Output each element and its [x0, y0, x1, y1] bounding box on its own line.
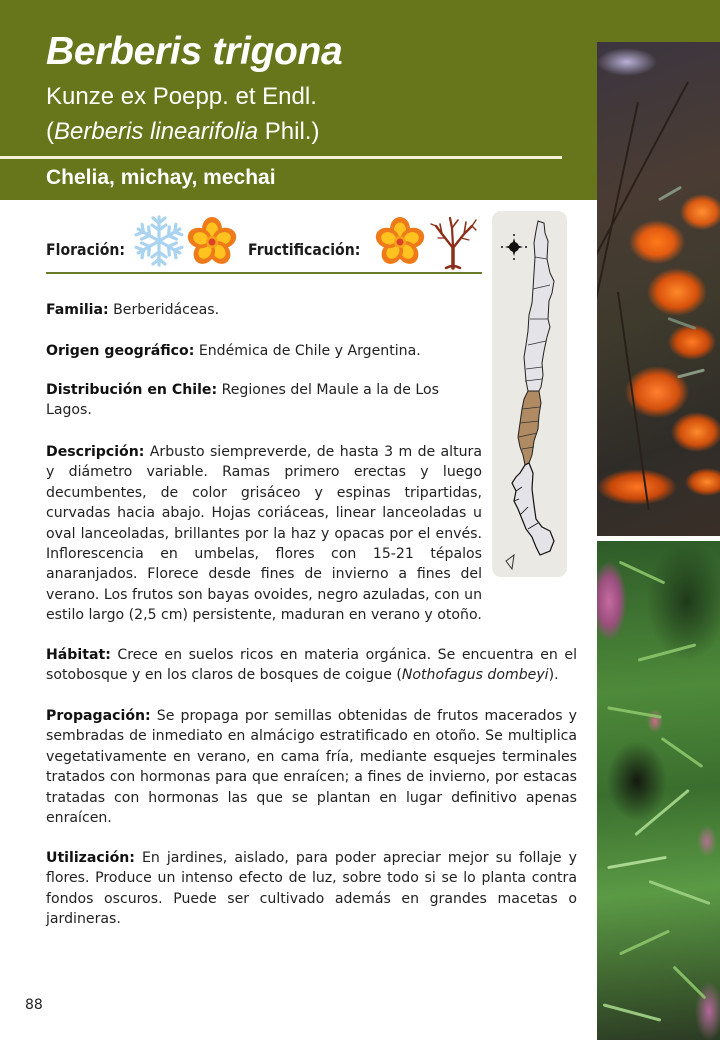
bare-tree-icon	[428, 214, 478, 270]
distribucion-label: Distribución en Chile:	[46, 382, 218, 398]
compass-icon	[501, 234, 527, 260]
habitat-species: Nothofagus dombeyi	[401, 667, 549, 684]
section-utilizacion	[46, 848, 577, 930]
header-extension	[597, 0, 720, 42]
phenology-row	[46, 214, 482, 274]
flower-icon	[186, 215, 238, 269]
origen-label: Origen geográfico:	[46, 343, 195, 359]
snowflake-icon	[132, 214, 186, 268]
section-habitat: Hábitat: Crece en suelos ricos en materia orgánica. Se encuentra en el sotobosque y en los claros de bosques de coigue (Nothofagus dombeyi).	[46, 647, 577, 684]
species-title: Berberis trigona	[46, 30, 343, 73]
section-distribucion	[46, 380, 456, 421]
familia-text: Berberidáceas.	[108, 302, 220, 318]
descripcion-label: Descripción:	[46, 444, 145, 460]
fruiting-label: Fructificación:	[248, 240, 361, 259]
distribucion-text: Regiones del Maule a la de Los Lagos.	[46, 382, 439, 419]
habitat-label: Hábitat:	[46, 647, 111, 663]
section-origen	[46, 341, 482, 361]
utilizacion-label: Utilización:	[46, 850, 135, 866]
photo-flowers	[597, 42, 720, 536]
propagacion-text: Se propaga por semillas obtenidas de frutos macerados y sembradas de inmediato en almácigo estratificado en otoño. Se multiplica vegetativamente en verano, en cama fría, mediante esquejes terminales tratados con hormonas para que enraícen; a fines de invierno, por estacas tratadas con hormonas las que se plantan en lugar definitivo apenas enraícen.	[46, 708, 577, 827]
section-familia	[46, 300, 482, 320]
flower-icon	[374, 215, 426, 269]
header-divider	[0, 156, 562, 159]
chile-map	[492, 211, 567, 577]
synonym-name: Berberis linearifolia	[54, 118, 259, 145]
species-synonym: (Berberis linearifolia Phil.)	[46, 118, 320, 145]
origen-text: Endémica de Chile y Argentina.	[194, 343, 421, 359]
section-propagacion	[46, 706, 577, 828]
common-names: Chelia, michay, mechai	[46, 166, 276, 189]
familia-label: Familia:	[46, 302, 109, 318]
species-header	[0, 0, 597, 200]
page-number: 88	[25, 997, 43, 1013]
section-descripcion	[46, 442, 482, 626]
utilizacion-text: En jardines, aislado, para poder apreciar mejor su follaje y flores. Produce un intenso efecto de luz, sobre todo si se lo planta contra fondos oscuros. Puede ser cultivado además en grandes macetas o jardineras.	[46, 850, 577, 928]
descripcion-text: Arbusto siempreverde, de hasta 3 m de altura y diámetro variable. Ramas primero erectas y luego decumbentes, de color grisáceo y espinas tripartidas, curvadas hacia abajo. Hojas coriáceas, linear lanceoladas u oval lanceoladas, brillantes por la haz y opacas por el envés. Inflorescencia en umbelas, flores con 15-21 tépalos anaranjados. Florece desde fines de invierno a fines del verano. Los frutos son bayas ovoides, negro azuladas, con un estilo largo (2,5 cm) persistente, maduran en verano y otoño.	[46, 444, 482, 624]
photo-foliage	[597, 541, 720, 1040]
propagacion-label: Propagación:	[46, 708, 151, 724]
flowering-label: Floración:	[46, 240, 126, 259]
phenology-underline	[46, 272, 482, 274]
distribution-map	[492, 211, 567, 577]
species-author: Kunze ex Poepp. et Endl.	[46, 83, 317, 110]
